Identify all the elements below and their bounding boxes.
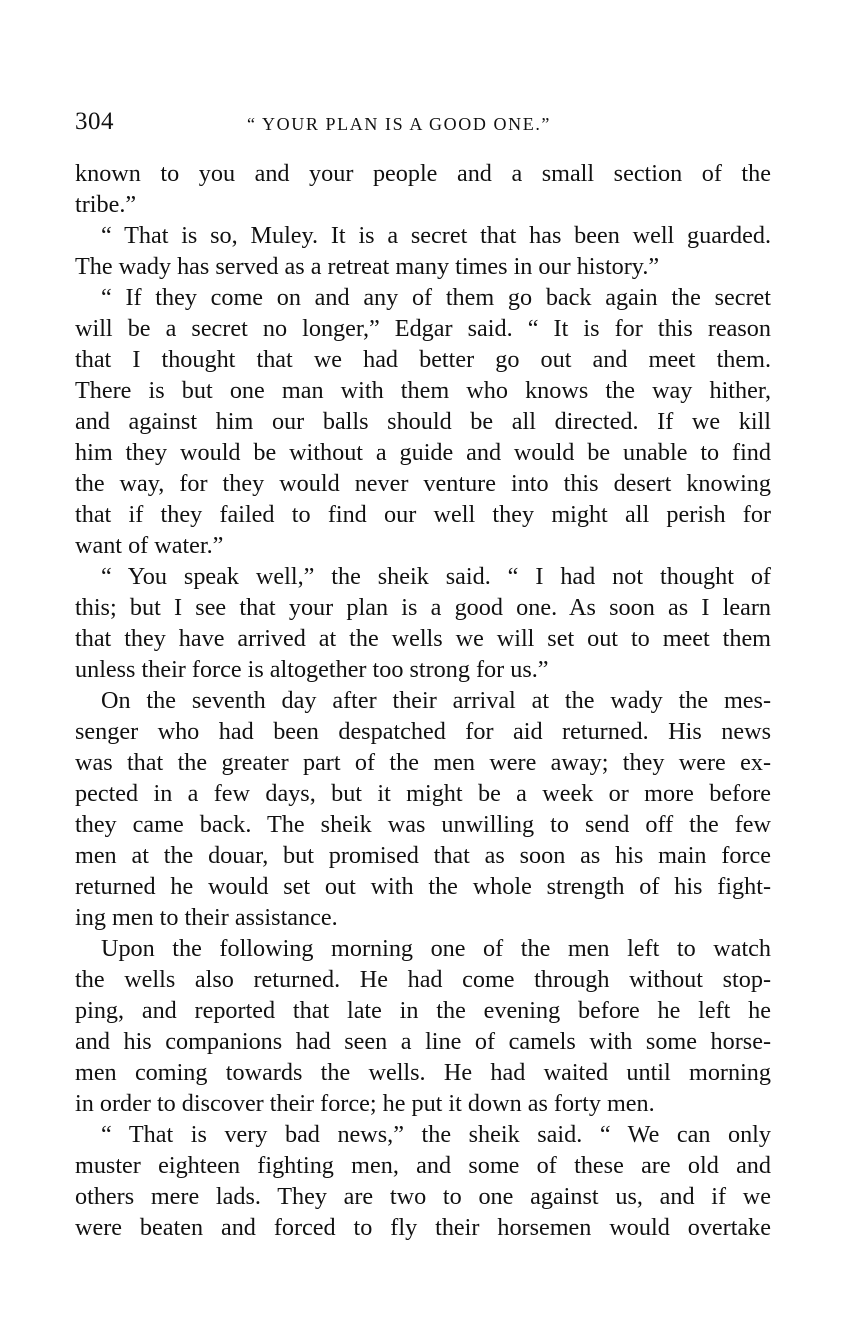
text-line: others mere lads. They are two to one against us, and if we <box>75 1183 771 1210</box>
text-line: and his companions had seen a line of camels with some horse- <box>75 1028 771 1055</box>
body-text <box>75 158 771 1243</box>
text-line: and against him our balls should be all directed. If we kill <box>75 408 771 435</box>
text-line: known to you and your people and a small section of the <box>75 160 771 187</box>
text-line: were beaten and forced to fly their horsemen would overtake <box>75 1214 771 1241</box>
text-line: this; but I see that your plan is a good one. As soon as I learn <box>75 594 771 621</box>
text-line: want of water.” <box>75 532 224 559</box>
page-header <box>75 108 775 144</box>
text-line: will be a secret no longer,” Edgar said. “ It is for this reason <box>75 315 771 342</box>
text-line: The wady has served as a retreat many times in our history.” <box>75 253 660 280</box>
text-line: that they have arrived at the wells we will set out to meet them <box>75 625 771 652</box>
text-line: ing men to their assistance. <box>75 904 338 931</box>
text-line: pected in a few days, but it might be a week or more before <box>75 780 771 807</box>
text-line: that if they failed to find our well they might all perish for <box>75 501 771 528</box>
text-line: Upon the following morning one of the men left to watch <box>101 935 771 962</box>
text-line: “ You speak well,” the sheik said. “ I had not thought of <box>101 563 771 590</box>
text-line: men coming towards the wells. He had waited until morning <box>75 1059 771 1086</box>
running-head: “ YOUR PLAN IS A GOOD ONE.” <box>247 114 552 134</box>
text-line: him they would be without a guide and would be unable to find <box>75 439 771 466</box>
page-number: 304 <box>75 108 114 135</box>
text-line: muster eighteen fighting men, and some of these are old and <box>75 1152 771 1179</box>
text-line: “ That is very bad news,” the sheik said. “ We can only <box>101 1121 771 1148</box>
text-line: the way, for they would never venture into this desert knowing <box>75 470 771 497</box>
text-line: ping, and reported that late in the evening before he left he <box>75 997 771 1024</box>
text-line: senger who had been despatched for aid returned. His news <box>75 718 771 745</box>
text-line: was that the greater part of the men were away; they were ex- <box>75 749 771 776</box>
text-line: There is but one man with them who knows the way hither, <box>75 377 771 404</box>
text-line: men at the douar, but promised that as soon as his main force <box>75 842 771 869</box>
text-line: they came back. The sheik was unwilling to send off the few <box>75 811 771 838</box>
text-line: “ If they come on and any of them go back again the secret <box>101 284 771 311</box>
text-line: tribe.” <box>75 191 137 218</box>
text-line: unless their force is altogether too strong for us.” <box>75 656 549 683</box>
text-line: returned he would set out with the whole strength of his fight- <box>75 873 771 900</box>
text-line: in order to discover their force; he put it down as forty men. <box>75 1090 655 1117</box>
text-line: On the seventh day after their arrival at the wady the mes- <box>101 687 771 714</box>
text-line: “ That is so, Muley. It is a secret that has been well guarded. <box>101 222 771 249</box>
text-line: that I thought that we had better go out and meet them. <box>75 346 771 373</box>
text-line: the wells also returned. He had come through without stop- <box>75 966 771 993</box>
